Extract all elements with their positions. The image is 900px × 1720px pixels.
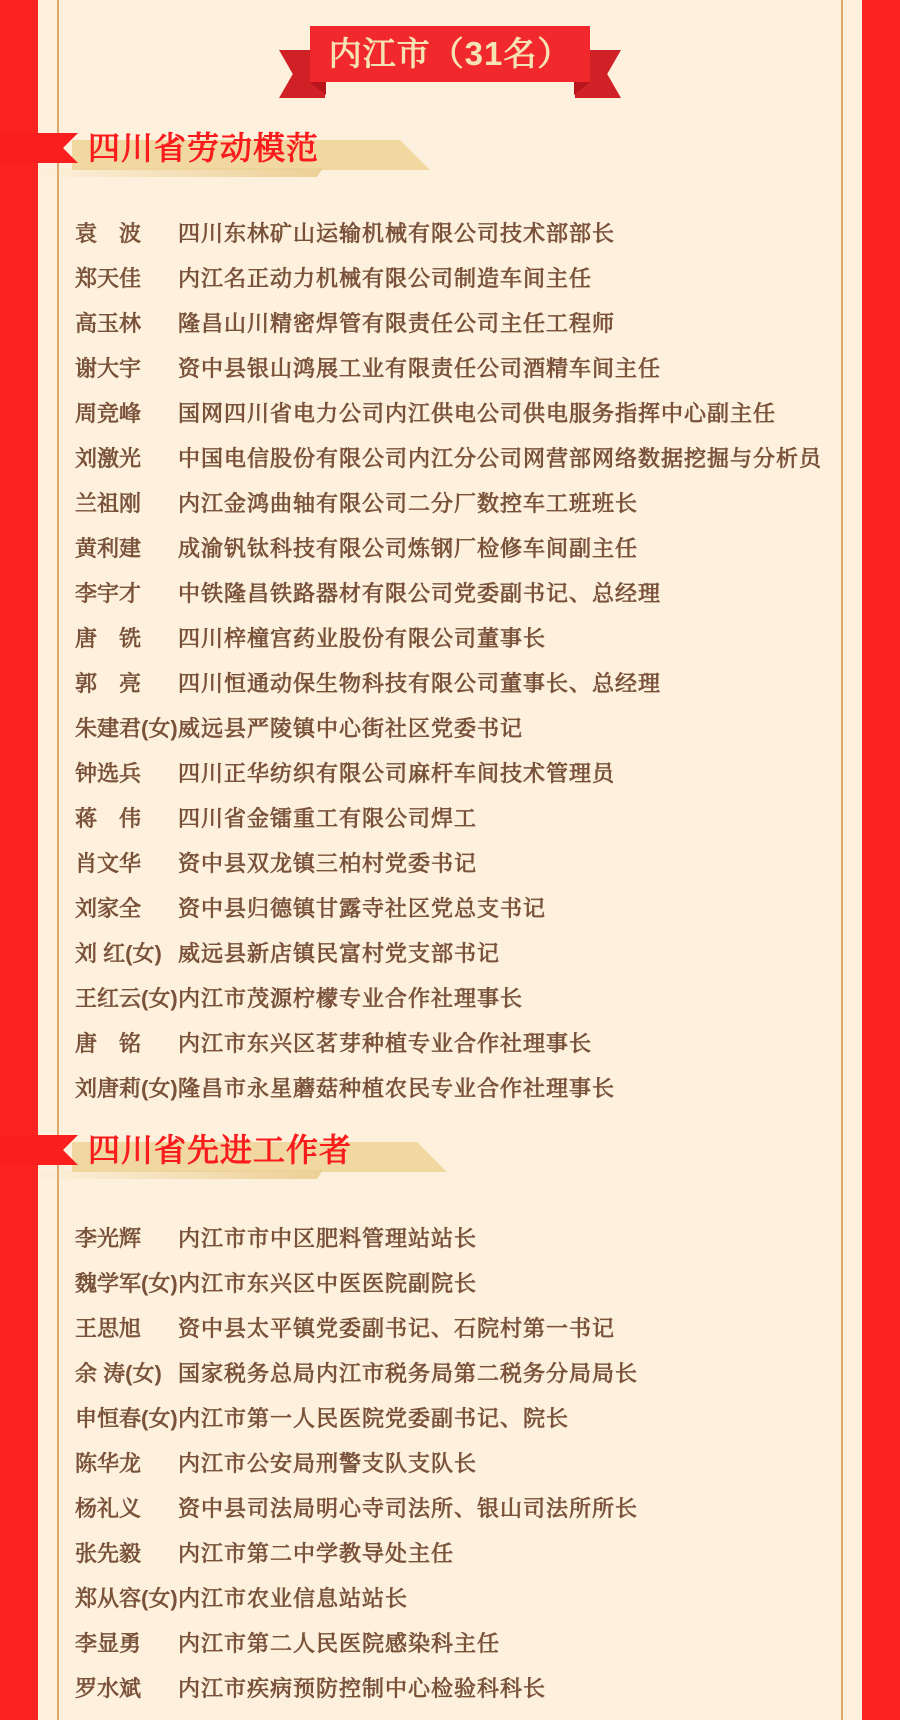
awardee-name: 周竞峰 — [75, 401, 142, 426]
awardee-row — [75, 390, 835, 435]
awardee-name: 张先毅 — [75, 1541, 142, 1566]
awardee-row — [75, 300, 835, 345]
awardee-title: 成渝钒钛科技有限公司炼钢厂检修车间副主任 — [178, 536, 639, 561]
awardee-title: 内江市第一人民医院党委副书记、院长 — [178, 1406, 570, 1431]
awardee-title: 四川梓橦宫药业股份有限公司董事长 — [178, 626, 547, 651]
awardee-name: 陈华龙 — [75, 1451, 142, 1476]
awardee-row — [75, 525, 835, 570]
awardee-name: 刘激光 — [75, 446, 142, 471]
awardee-name: 李显勇 — [75, 1631, 142, 1656]
awardee-name: 谢大宇 — [75, 356, 142, 381]
awardee-row — [75, 975, 835, 1020]
awardee-row — [75, 1395, 835, 1440]
awardee-name: 刘唐莉(女) — [75, 1076, 178, 1101]
awardee-title: 四川省金镭重工有限公司焊工 — [178, 806, 478, 831]
light-accent-strip — [32, 1170, 323, 1179]
red-flag-icon — [0, 1135, 78, 1165]
awardee-title: 内江市第二人民医院感染科主任 — [178, 1631, 501, 1656]
ribbon-band — [310, 26, 590, 82]
right-gold-border-line — [841, 0, 843, 1720]
section-title-advanced-workers: 四川省先进工作者 — [88, 1132, 353, 1168]
awardee-row — [75, 885, 835, 930]
awardee-row — [75, 660, 835, 705]
awardee-row — [75, 1575, 835, 1620]
awardee-row — [75, 705, 835, 750]
awardee-title: 资中县太平镇党委副书记、石院村第一书记 — [178, 1316, 616, 1341]
awardee-row — [75, 750, 835, 795]
awardee-row — [75, 1020, 835, 1065]
awardee-title: 四川恒通动保生物科技有限公司董事长、总经理 — [178, 671, 662, 696]
awardee-name: 余 涛(女) — [75, 1361, 162, 1386]
awardee-title: 资中县双龙镇三柏村党委书记 — [178, 851, 478, 876]
light-accent-strip — [32, 168, 323, 177]
awardee-name: 钟选兵 — [75, 761, 142, 786]
awardee-row — [75, 930, 835, 975]
awardee-title: 内江市第二中学教导处主任 — [178, 1541, 455, 1566]
awardee-title: 内江市疾病预防控制中心检验科科长 — [178, 1676, 547, 1701]
awardee-title: 内江金鸿曲轴有限公司二分厂数控车工班班长 — [178, 491, 639, 516]
awardee-name: 李宇才 — [75, 581, 142, 606]
awardee-title: 资中县司法局明心寺司法所、银山司法所所长 — [178, 1496, 639, 1521]
awardee-name: 兰祖刚 — [75, 491, 142, 516]
awardee-row — [75, 1065, 835, 1110]
section-header-advanced-workers — [0, 1133, 900, 1193]
advanced-workers-roster — [75, 1215, 835, 1710]
awardee-title: 隆昌市永星蘑菇种植农民专业合作社理事长 — [178, 1076, 616, 1101]
awardee-row — [75, 210, 835, 255]
awardee-name: 刘 红(女) — [75, 941, 162, 966]
awardee-row — [75, 255, 835, 300]
awardee-name: 朱建君(女) — [75, 716, 178, 741]
awardee-row — [75, 345, 835, 390]
awardee-title: 资中县银山鸿展工业有限责任公司酒精车间主任 — [178, 356, 662, 381]
awardee-name: 黄利建 — [75, 536, 142, 561]
awardee-title: 威远县严陵镇中心街社区党委书记 — [178, 716, 524, 741]
red-flag-icon — [0, 133, 78, 163]
awardee-name: 唐 铭 — [75, 1031, 142, 1056]
model-workers-roster — [75, 210, 835, 1110]
awardee-name: 申恒春(女) — [75, 1406, 178, 1431]
awardee-name: 罗水斌 — [75, 1676, 142, 1701]
awardee-row — [75, 570, 835, 615]
awardee-name: 肖文华 — [75, 851, 142, 876]
awardee-row — [75, 1215, 835, 1260]
awardee-row — [75, 1260, 835, 1305]
awardee-row — [75, 1350, 835, 1395]
awardee-name: 李光辉 — [75, 1226, 142, 1251]
awardee-title: 内江市茂源柠檬专业合作社理事长 — [178, 986, 524, 1011]
awardee-title: 内江市农业信息站站长 — [178, 1586, 409, 1611]
awardee-title: 资中县归德镇甘露寺社区党总支书记 — [178, 896, 547, 921]
awardee-row — [75, 1530, 835, 1575]
left-gold-border-line — [57, 0, 59, 1720]
awardee-name: 袁 波 — [75, 221, 142, 246]
awardee-title: 内江市东兴区中医医院副院长 — [178, 1271, 478, 1296]
awardee-name: 郑天佳 — [75, 266, 142, 291]
awardee-name: 杨礼义 — [75, 1496, 142, 1521]
section-title-model-workers: 四川省劳动模范 — [88, 130, 320, 166]
section-header-model-workers — [0, 131, 900, 191]
awardee-name: 蒋 伟 — [75, 806, 142, 831]
awardee-title: 四川正华纺织有限公司麻杆车间技术管理员 — [178, 761, 616, 786]
awardee-title: 国网四川省电力公司内江供电公司供电服务指挥中心副主任 — [178, 401, 777, 426]
awardee-row — [75, 1485, 835, 1530]
city-ribbon-banner — [0, 0, 900, 120]
city-banner-title: 内江市（31名） — [328, 35, 572, 72]
awardee-title: 威远县新店镇民富村党支部书记 — [178, 941, 501, 966]
awardee-name: 郑从容(女) — [75, 1586, 178, 1611]
awardee-title: 中国电信股份有限公司内江分公司网营部网络数据挖掘与分析员 — [178, 446, 823, 471]
awardee-row — [75, 840, 835, 885]
awardee-title: 中铁隆昌铁路器材有限公司党委副书记、总经理 — [178, 581, 662, 606]
awardee-name: 魏学军(女) — [75, 1271, 178, 1296]
awardee-row — [75, 1665, 835, 1710]
awardee-name: 郭 亮 — [75, 671, 142, 696]
awardee-row — [75, 615, 835, 660]
awardee-row — [75, 435, 835, 480]
awardee-row — [75, 1620, 835, 1665]
awardee-row — [75, 1305, 835, 1350]
awardee-title: 内江名正动力机械有限公司制造车间主任 — [178, 266, 593, 291]
awardee-row — [75, 480, 835, 525]
awardee-name: 刘家全 — [75, 896, 142, 921]
awardee-row — [75, 795, 835, 840]
awardee-title: 四川东林矿山运输机械有限公司技术部部长 — [178, 221, 616, 246]
awardee-title: 内江市公安局刑警支队支队长 — [178, 1451, 478, 1476]
awardee-row — [75, 1440, 835, 1485]
awardee-title: 内江市东兴区茗芽种植专业合作社理事长 — [178, 1031, 593, 1056]
awardee-name: 唐 铣 — [75, 626, 142, 651]
awardee-title: 内江市市中区肥料管理站站长 — [178, 1226, 478, 1251]
awardee-name: 王红云(女) — [75, 986, 178, 1011]
awardee-name: 王思旭 — [75, 1316, 142, 1341]
awardee-name: 高玉林 — [75, 311, 142, 336]
awardee-title: 国家税务总局内江市税务局第二税务分局局长 — [178, 1361, 639, 1386]
awardee-title: 隆昌山川精密焊管有限责任公司主任工程师 — [178, 311, 616, 336]
